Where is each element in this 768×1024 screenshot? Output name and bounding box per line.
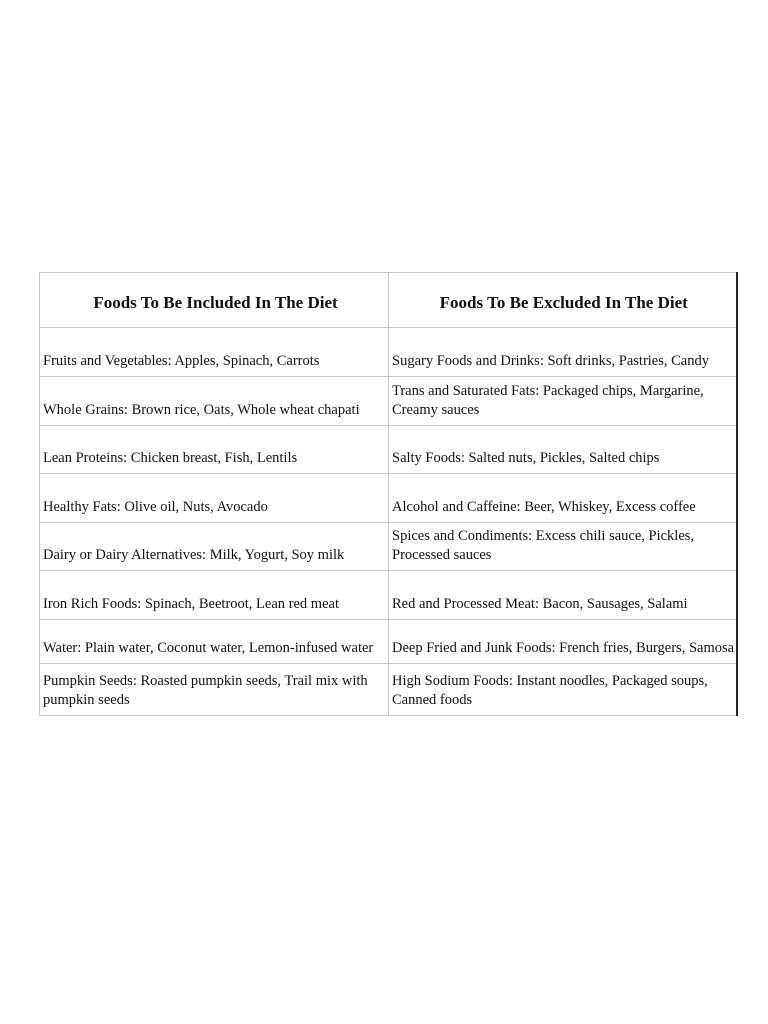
- table-row: [40, 426, 737, 474]
- included-cell: Lean Proteins: Chicken breast, Fish, Lentils: [40, 426, 389, 474]
- header-excluded: Foods To Be Excluded In The Diet: [389, 273, 737, 328]
- included-cell: Iron Rich Foods: Spinach, Beetroot, Lean red meat: [40, 571, 389, 620]
- included-cell: Healthy Fats: Olive oil, Nuts, Avocado: [40, 474, 389, 523]
- excluded-cell: Trans and Saturated Fats: Packaged chips, Margarine, Creamy sauces: [389, 377, 737, 426]
- included-cell: Pumpkin Seeds: Roasted pumpkin seeds, Trail mix with pumpkin seeds: [40, 664, 389, 716]
- included-cell: Fruits and Vegetables: Apples, Spinach, Carrots: [40, 328, 389, 377]
- included-cell: Whole Grains: Brown rice, Oats, Whole wheat chapati: [40, 377, 389, 426]
- table-row: [40, 571, 737, 620]
- excluded-cell: Spices and Condiments: Excess chili sauce, Pickles, Processed sauces: [389, 523, 737, 571]
- table-row: [40, 377, 737, 426]
- excluded-cell: Deep Fried and Junk Foods: French fries, Burgers, Samosa: [389, 620, 737, 664]
- header-included: Foods To Be Included In The Diet: [40, 273, 389, 328]
- excluded-cell: Salty Foods: Salted nuts, Pickles, Salted chips: [389, 426, 737, 474]
- table-row: [40, 523, 737, 571]
- excluded-cell: Sugary Foods and Drinks: Soft drinks, Pastries, Candy: [389, 328, 737, 377]
- included-cell: Water: Plain water, Coconut water, Lemon-infused water: [40, 620, 389, 664]
- table-row: [40, 664, 737, 716]
- table-row: [40, 328, 737, 377]
- excluded-cell: High Sodium Foods: Instant noodles, Packaged soups, Canned foods: [389, 664, 737, 716]
- included-cell: Dairy or Dairy Alternatives: Milk, Yogurt, Soy milk: [40, 523, 389, 571]
- table-row: [40, 474, 737, 523]
- table-row: [40, 620, 737, 664]
- diet-table: [39, 272, 738, 716]
- excluded-cell: Alcohol and Caffeine: Beer, Whiskey, Excess coffee: [389, 474, 737, 523]
- excluded-cell: Red and Processed Meat: Bacon, Sausages, Salami: [389, 571, 737, 620]
- table-header-row: [40, 273, 737, 328]
